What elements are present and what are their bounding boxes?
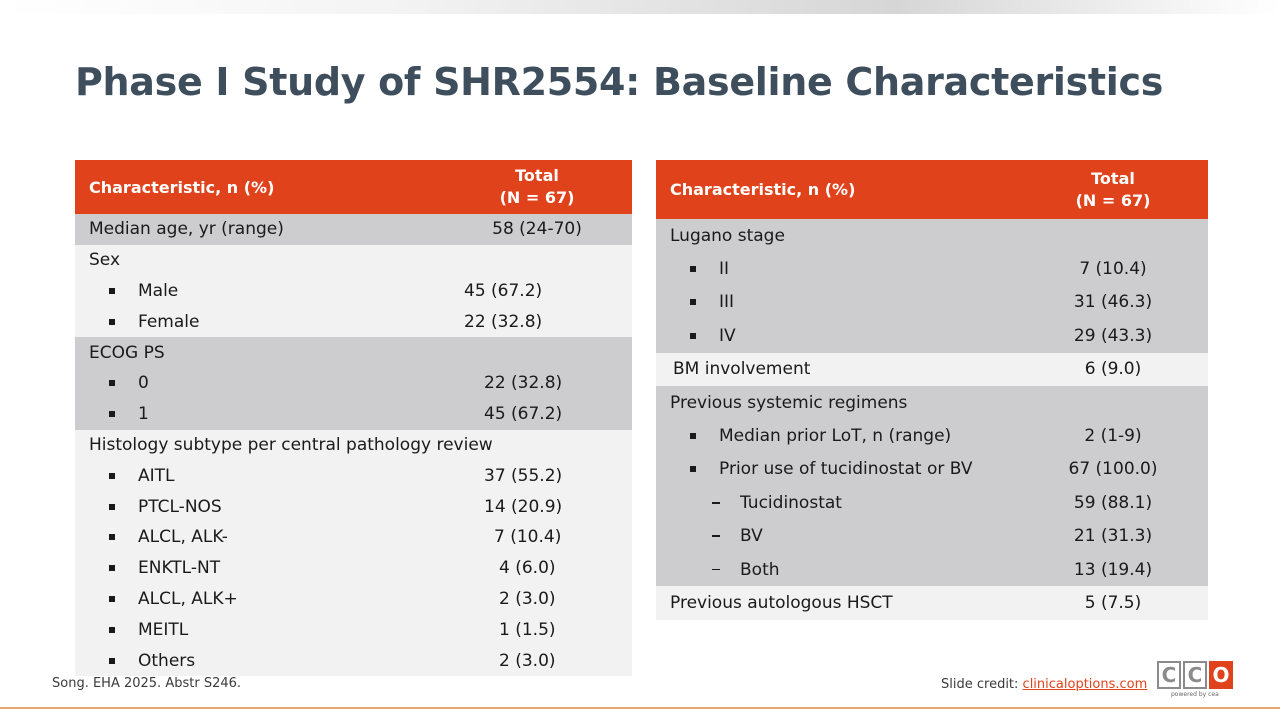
table-row: Previous systemic regimens bbox=[656, 386, 1208, 419]
table-row: BM involvement 6 (9.0) bbox=[656, 353, 1208, 386]
table-row: III 31 (46.3) bbox=[656, 286, 1208, 319]
bullet-icon bbox=[109, 411, 115, 417]
bottom-rule bbox=[0, 707, 1280, 709]
table-row: ALCL, ALK- 7 (10.4) bbox=[75, 522, 632, 553]
table-row: ECOG PS bbox=[75, 337, 632, 368]
bullet-icon bbox=[109, 658, 115, 664]
header-characteristic: Characteristic, n (%) bbox=[89, 177, 275, 197]
cco-logo: C C O powered by cea bbox=[1157, 661, 1233, 703]
table-row: Previous autologous HSCT 5 (7.5) bbox=[656, 586, 1208, 619]
header-total: Total (N = 67) bbox=[499, 166, 575, 207]
table-row: Female 22 (32.8) bbox=[75, 306, 632, 337]
bullet-icon bbox=[109, 565, 115, 571]
table-header bbox=[656, 160, 1208, 219]
bullet-icon bbox=[109, 319, 115, 325]
table-row: Median age, yr (range) 58 (24-70) bbox=[75, 214, 632, 245]
citation: Song. EHA 2025. Abstr S246. bbox=[52, 676, 242, 691]
bullet-icon bbox=[690, 266, 696, 272]
table-row: Others 2 (3.0) bbox=[75, 645, 632, 676]
dash-icon bbox=[712, 535, 720, 537]
table-row: Both 13 (19.4) bbox=[656, 553, 1208, 586]
table-row: BV 21 (31.3) bbox=[656, 520, 1208, 553]
table-row: Prior use of tucidinostat or BV 67 (100.0) bbox=[656, 453, 1208, 486]
table-row: II 7 (10.4) bbox=[656, 252, 1208, 285]
table-row: Histology subtype per central pathology review bbox=[75, 430, 632, 461]
bullet-icon bbox=[690, 333, 696, 339]
table-row: PTCL-NOS 14 (20.9) bbox=[75, 491, 632, 522]
slide-credit: Slide credit: clinicaloptions.com bbox=[941, 677, 1148, 692]
bullet-icon bbox=[690, 433, 696, 439]
header-total: Total (N = 67) bbox=[1075, 168, 1151, 210]
table-header bbox=[75, 160, 632, 214]
table-row: Male 45 (67.2) bbox=[75, 276, 632, 307]
dash-icon bbox=[712, 502, 720, 504]
top-gradient-bar bbox=[0, 0, 1280, 14]
table-row: Sex bbox=[75, 245, 632, 276]
bullet-icon bbox=[690, 466, 696, 472]
credit-link[interactable]: clinicaloptions.com bbox=[1022, 677, 1148, 692]
table-row: 0 22 (32.8) bbox=[75, 368, 632, 399]
table-row: MEITL 1 (1.5) bbox=[75, 614, 632, 645]
baseline-table-right bbox=[656, 160, 1208, 620]
table-row: AITL 37 (55.2) bbox=[75, 460, 632, 491]
bullet-icon bbox=[690, 299, 696, 305]
bullet-icon bbox=[109, 288, 115, 294]
bullet-icon bbox=[109, 627, 115, 633]
bullet-icon bbox=[109, 534, 115, 540]
dash-icon bbox=[712, 569, 720, 571]
baseline-table-left bbox=[75, 160, 632, 676]
header-characteristic: Characteristic, n (%) bbox=[670, 180, 856, 199]
table-row: ENKTL-NT 4 (6.0) bbox=[75, 553, 632, 584]
bullet-icon bbox=[109, 596, 115, 602]
table-row: Tucidinostat 59 (88.1) bbox=[656, 486, 1208, 519]
table-row: IV 29 (43.3) bbox=[656, 319, 1208, 352]
slide-title: Phase I Study of SHR2554: Baseline Characteristics bbox=[75, 60, 1164, 104]
table-row: Lugano stage bbox=[656, 219, 1208, 252]
table-row: 1 45 (67.2) bbox=[75, 399, 632, 430]
table-row: Median prior LoT, n (range) 2 (1-9) bbox=[656, 419, 1208, 452]
bullet-icon bbox=[109, 380, 115, 386]
table-row: ALCL, ALK+ 2 (3.0) bbox=[75, 584, 632, 615]
bullet-icon bbox=[109, 504, 115, 510]
bullet-icon bbox=[109, 473, 115, 479]
